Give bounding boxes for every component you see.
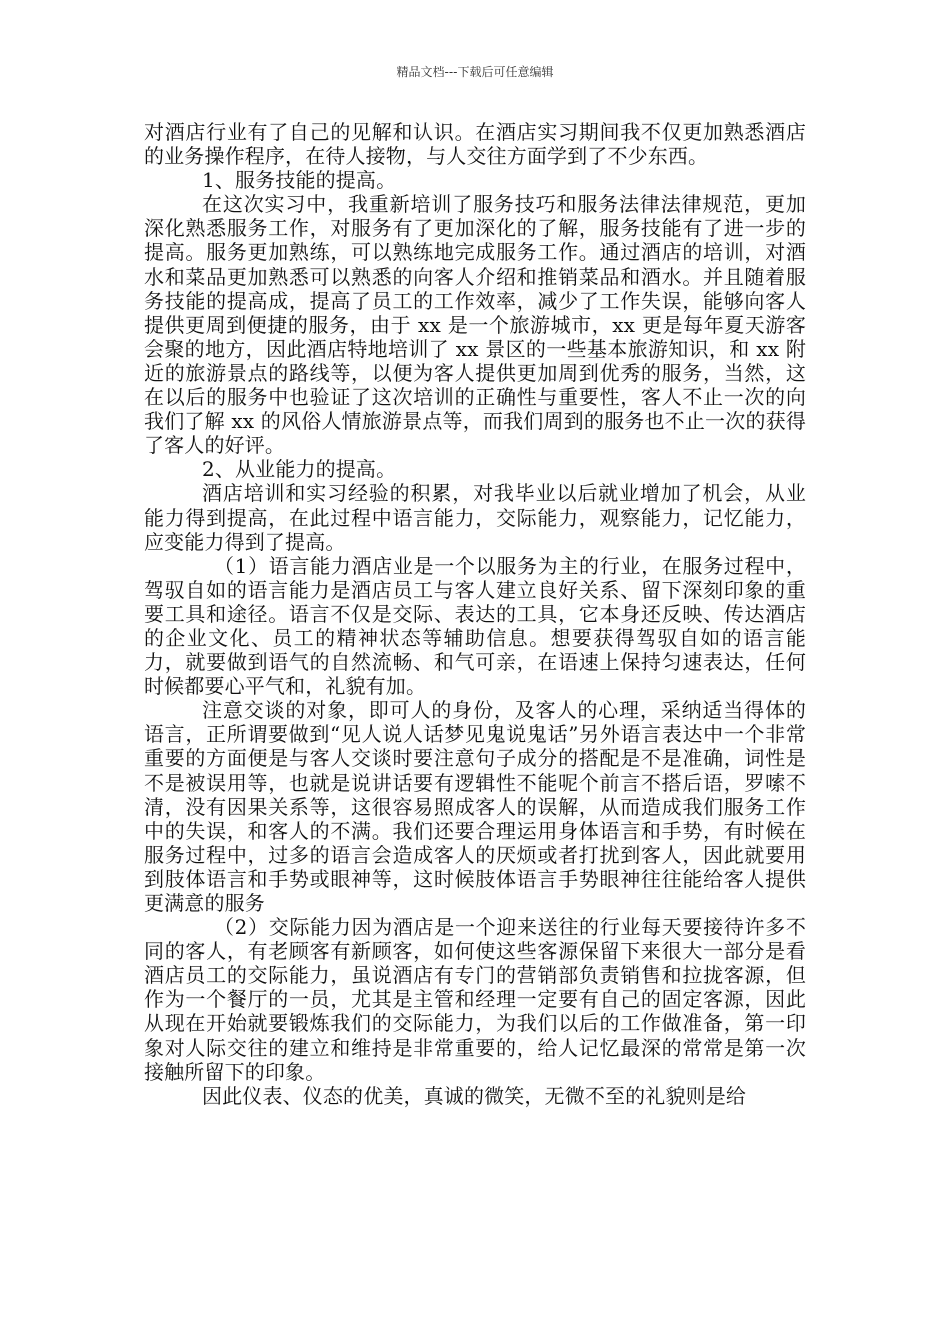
paragraph-intro: 对酒店行业有了自己的见解和认识。在酒店实习期间我不仅更加熟悉酒店的业务操作程序，在待人接物，与人交往方面学到了不少东西。 — [144, 120, 806, 169]
paragraph-professional-ability: 酒店培训和实习经验的积累，对我毕业以后就业增加了机会，从业能力得到提高，在此过程中语言能力，交际能力，观察能力，记忆能力，应变能力得到了提高。 — [144, 481, 806, 554]
paragraph-conversation: 注意交谈的对象，即可人的身份，及客人的心理，采纳适当得体的语言，正所谓要做到“见人说人话梦见鬼说鬼话”另外语言表达中一个非常重要的方面便是与客人交谈时要注意句子成分的搭配是不是准确，词性是不是被误用等，也就是说讲话要有逻辑性不能呢个前言不搭后语，罗嗦不清，没有因果关系等，这很容易照成客人的误解，从而造成我们服务工作中的失误，和客人的不满。我们还要合理运用身体语言和手势，有时候在服务过程中，过多的语言会造成客人的厌烦或者打扰到客人，因此就要用到肢体语言和手势或眼神等，这时候肢体语言手势眼神往往能给客人提供更满意的服务 — [144, 698, 806, 915]
paragraph-social-ability: （2）交际能力因为酒店是一个迎来送往的行业每天要接待许多不同的客人，有老顾客有新顾客，如何使这些客源保留下来很大一部分是看酒店员工的交际能力，虽说酒店有专门的营销部负责销售和拉拢客源，但作为一个餐厅的一员，尤其是主管和经理一定要有自己的固定客源，因此从现在开始就要锻炼我们的交际能力，为我们以后的工作做准备，第一印象对人际交往的建立和维持是非常重要的，给人记忆最深的常常是第一次接触所留下的印象。 — [144, 915, 806, 1084]
heading-professional-ability: 2、从业能力的提高。 — [202, 457, 397, 482]
heading-service-skills: 1、服务技能的提高。 — [202, 168, 397, 193]
paragraph-service-skills: 在这次实习中，我重新培训了服务技巧和服务法律法律规范，更加深化熟悉服务工作，对服务有了更加深化的了解，服务技能有了进一步的提高。服务更加熟练，可以熟练地完成服务工作。通过酒店的培训，对酒水和菜品更加熟悉可以熟悉的向客人介绍和推销菜品和酒水。并且随着服务技能的提高成，提高了员工的工作效率，减少了工作失误，能够向客人提供更周到便捷的服务，由于 xx 是一个旅游城市，xx 更是每年夏天游客会聚的地方，因此酒店特地培训了 xx 景区的一些基本旅游知识，和 xx 附近的旅游景点的路线等，以便为客人提供更加周到优秀的服务，当然，这在以后的服务中也验证了这次培训的正确性与重要性，客人不止一次的向我们了解 xx 的风俗人情旅游景点等，而我们周到的服务也不止一次的获得了客人的好评。 — [144, 192, 806, 458]
paragraph-appearance: 因此仪表、仪态的优美，真诚的微笑，无微不至的礼貌则是给 — [202, 1083, 747, 1108]
document-body — [144, 120, 806, 1108]
page-header: 精品文档---下载后可任意编辑 — [396, 65, 554, 79]
paragraph-language-ability: （1）语言能力酒店业是一个以服务为主的行业，在服务过程中，驾驭自如的语言能力是酒店员工与客人建立良好关系、留下深刻印象的重要工具和途径。语言不仅是交际、表达的工具，它本身还反映、传达酒店的企业文化、员工的精神状态等辅助信息。想要获得驾驭自如的语言能力，就要做到语气的自然流畅、和气可亲，在语速上保持匀速表达，任何时候都要心平气和，礼貌有加。 — [144, 553, 806, 699]
